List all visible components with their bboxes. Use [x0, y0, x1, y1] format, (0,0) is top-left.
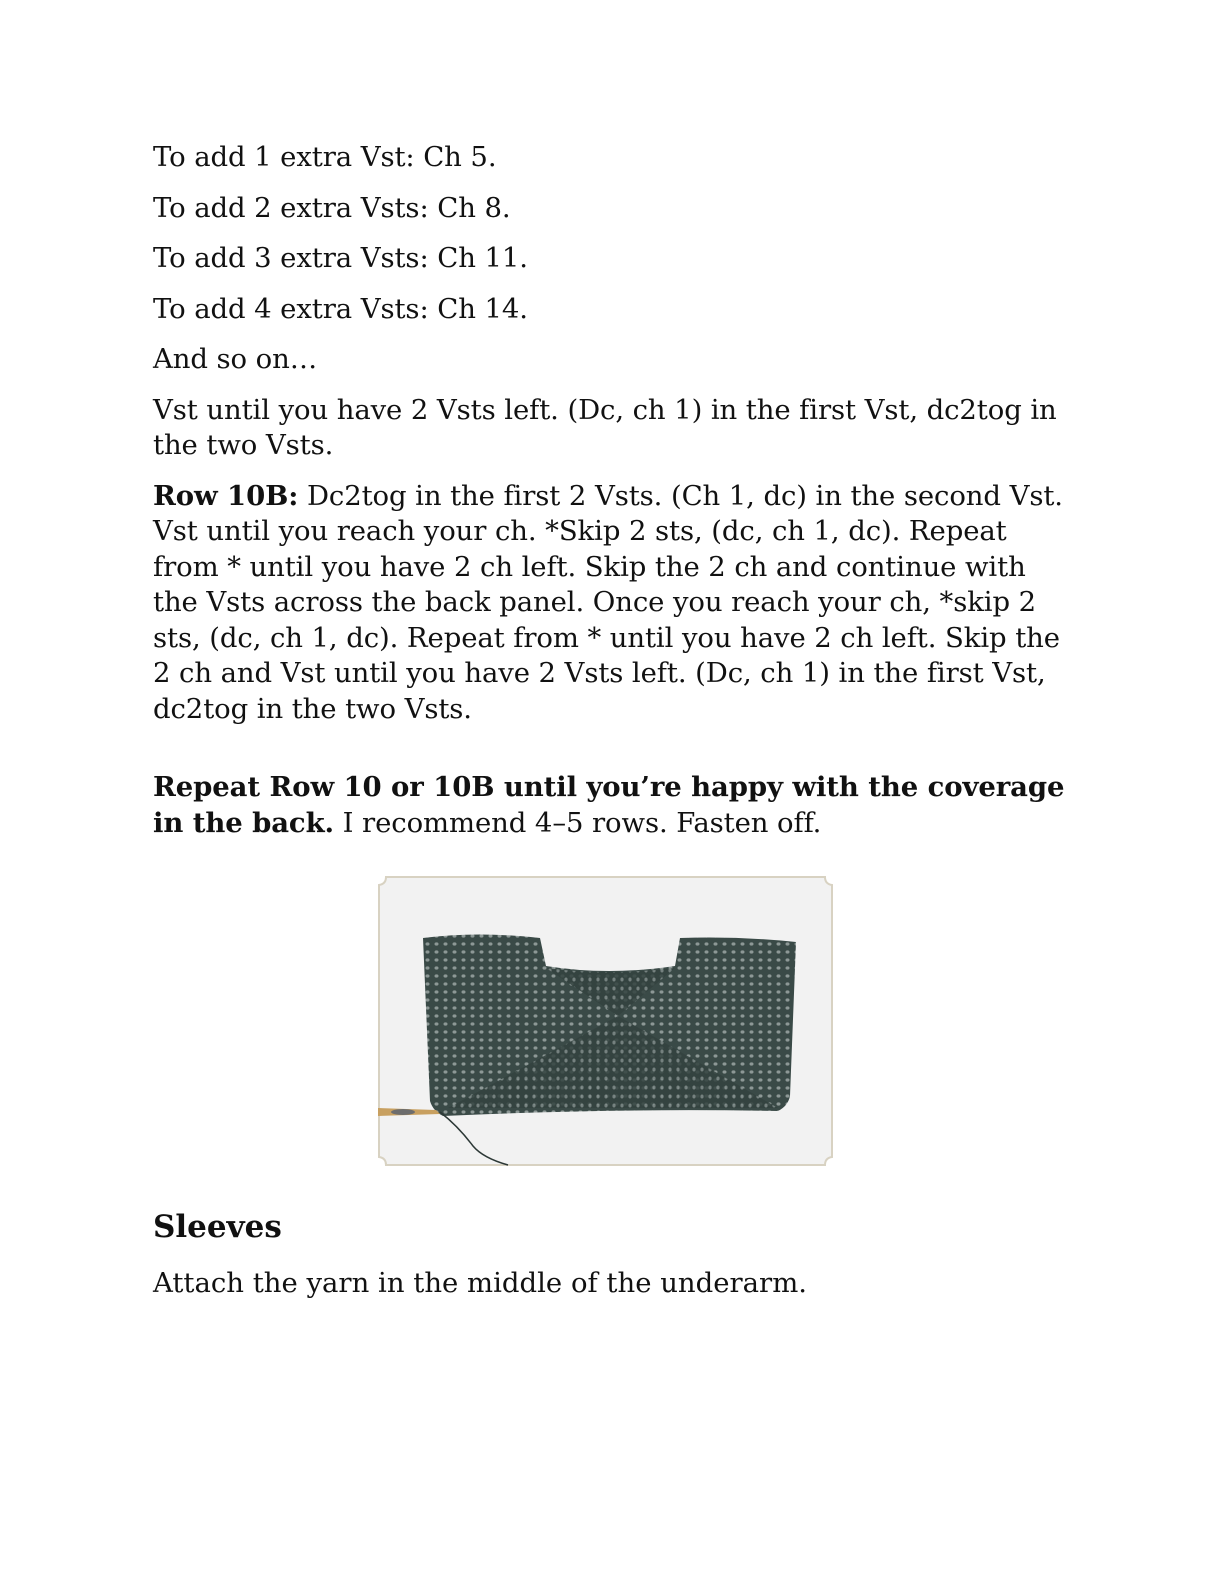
crochet-yoke-image — [378, 876, 833, 1166]
row-10b-label: Row 10B: — [153, 479, 299, 512]
section-heading-sleeves: Sleeves — [153, 1209, 282, 1245]
instruction-and-so-on: And so on… — [153, 343, 318, 375]
vst-paragraph: Vst until you have 2 Vsts left. (Dc, ch 1) in the first Vst, dc2tog in the two Vsts. — [153, 393, 1057, 461]
instruction-add-4: To add 4 extra Vsts: Ch 14. — [153, 292, 528, 325]
instruction-add-1: To add 1 extra Vst: Ch 5. — [153, 141, 497, 173]
instruction-add-2: To add 2 extra Vsts: Ch 8. — [153, 191, 511, 224]
sleeves-instruction: Attach the yarn in the middle of the underarm. — [153, 1267, 808, 1299]
repeat-paragraph — [153, 770, 1073, 841]
repeat-text: I recommend 4–5 rows. Fasten off. — [334, 806, 822, 839]
row-10b-paragraph — [153, 479, 1073, 728]
row-10b-text: Dc2tog in the first 2 Vsts. (Ch 1, dc) in the second Vst. Vst until you reach your ch. *Skip 2 sts, (dc, ch 1, dc). Repeat from * until you have 2 ch left. Skip the 2 ch and continue with the Vsts across the back panel. Once you reach your ch, *skip 2 sts, (dc, ch 1, dc). Repeat from * until you have 2 ch left. Skip the 2 ch and Vst until you have 2 Vsts left. (Dc, ch 1) in the first Vst, dc2tog in the two Vsts. — [153, 479, 1063, 725]
instruction-add-3: To add 3 extra Vsts: Ch 11. — [153, 242, 528, 274]
crochet-photo — [378, 876, 833, 1166]
document-body — [153, 140, 1073, 841]
repeat-label: Repeat Row 10 or 10B until you’re happy with the coverage in the back. — [153, 771, 1065, 839]
